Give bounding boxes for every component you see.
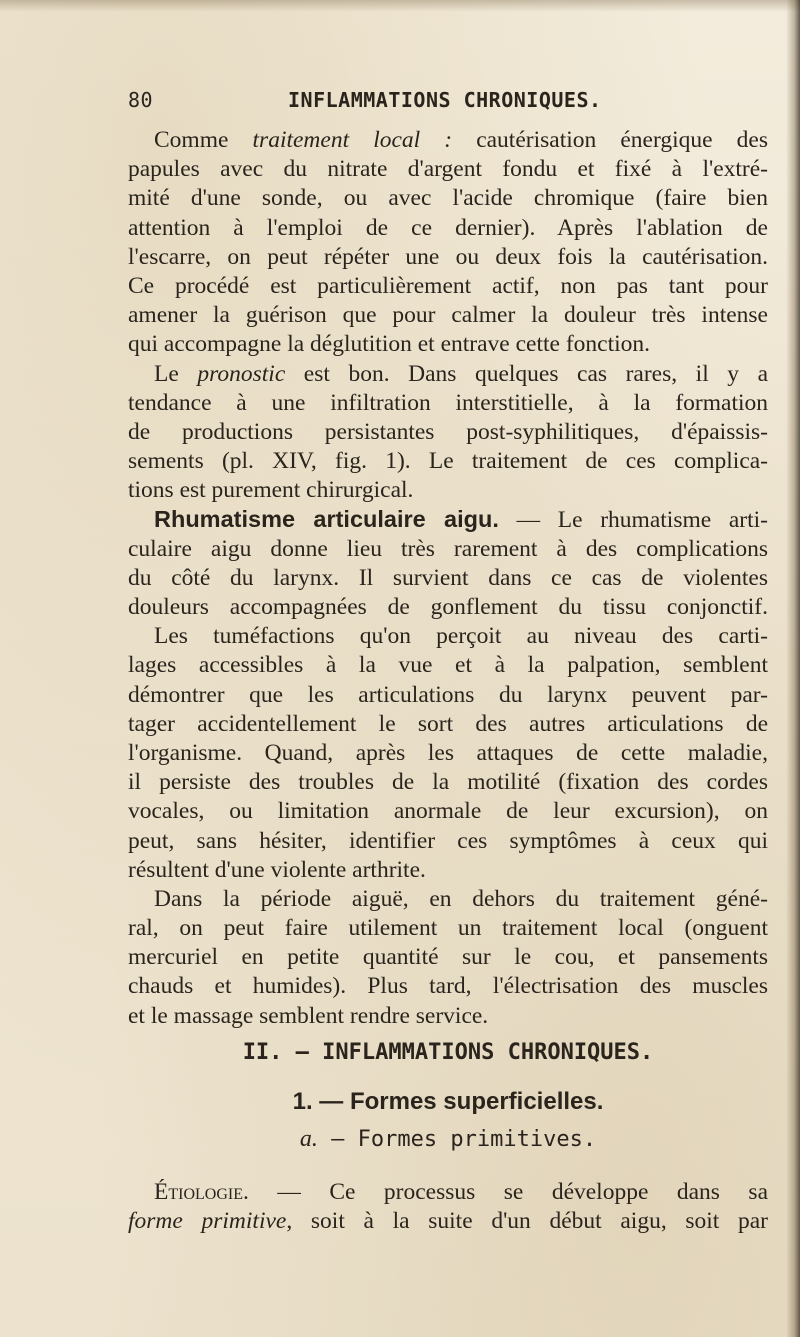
text-line: et le massage semblent rendre service. — [128, 1002, 489, 1029]
sub-subsection-heading — [128, 1126, 768, 1153]
text-line: qui accompagne la déglutition et entrave cette fonction. — [128, 331, 651, 358]
smallcaps-run: Étiologie. — [154, 1179, 249, 1205]
page-top-shadow — [0, 0, 800, 12]
text-run: — Le rhumatisme arti- — [498, 507, 768, 534]
text-line: de productions persistantes post-syphilitiques, d'épaissis- — [128, 418, 768, 445]
text-run: cautérisation énergique des — [452, 127, 768, 153]
italic-term: pronostic — [197, 360, 286, 387]
text-line: douleurs accompagnées de gonflement du tissu conjonctif. — [128, 594, 768, 620]
subsection-heading: 1. — Formes superficielles. — [292, 1088, 604, 1115]
italic-term: traitement local : — [252, 127, 453, 153]
text-line: du côté du larynx. Il survient dans ce cas de violentes — [128, 564, 768, 591]
text-line — [128, 1207, 768, 1236]
text-line: tions est purement chirurgical. — [128, 477, 414, 504]
text-line: amener la guérison que pour calmer la douleur très intense — [128, 302, 768, 329]
text-line — [128, 126, 768, 155]
text-line: l'escarre, on peut répéter une ou deux fois la cautérisation. — [128, 243, 768, 270]
text-line — [128, 360, 768, 389]
page-number: 80 — [128, 88, 154, 112]
text-line: tager accidentellement le sort des autres articulations de — [128, 710, 768, 737]
text-line: l'organisme. Quand, après les attaques de cette maladie, — [128, 739, 768, 766]
text-line: Les tuméfactions qu'on perçoit au niveau des carti- — [154, 623, 768, 650]
text-line: ral, on peut faire utilement un traitement local (onguent — [128, 915, 768, 942]
body-text — [128, 126, 768, 1031]
bold-heading-run: Rhumatisme articulaire aigu. — [154, 506, 499, 533]
text-line: vocales, ou limitation anormale de leur excursion), on — [128, 798, 768, 825]
text-line: Ce procédé est particulièrement actif, non pas tant pour — [128, 272, 768, 299]
text-line: sements (pl. XIV, fig. 1). Le traitement de ces complica- — [128, 448, 768, 475]
text-line: tendance à une infiltration interstitielle, à la formation — [128, 389, 768, 416]
page-edge-shadow — [786, 0, 800, 1337]
text-run: — Ce processus se développe dans sa — [248, 1179, 768, 1205]
text-line: lages accessibles à la vue et à la palpation, semblent — [128, 652, 768, 679]
text-run: Le — [154, 360, 198, 387]
text-line: démontrer que les articulations du larynx peuvent par- — [128, 681, 768, 708]
text-line: mité d'une sonde, ou avec l'acide chromique (faire bien — [128, 185, 768, 212]
section-heading: II. — INFLAMMATIONS CHRONIQUES. — [242, 1040, 654, 1065]
text-run: est bon. Dans quelques cas rares, il y a — [285, 360, 768, 387]
text-line: résultent d'une violente arthrite. — [128, 856, 426, 883]
text-run: , soit à la suite d'un début aigu, soit par — [286, 1208, 768, 1235]
text-line: culaire aigu donne lieu très rarement à des complications — [128, 535, 768, 562]
text-line: attention à l'emploi de ce dernier). Après l'ablation de — [128, 214, 768, 241]
running-head: INFLAMMATIONS CHRONIQUES. — [288, 88, 602, 112]
text-line: chauds et humides). Plus tard, l'électrisation des muscles — [128, 973, 768, 1000]
text-line: Dans la période aiguë, en dehors du traitement géné- — [154, 885, 768, 912]
sub-letter: a. — [299, 1126, 318, 1152]
text-line — [128, 505, 768, 534]
text-line: peut, sans hésiter, identifier ces symptômes à ceux qui — [128, 827, 768, 854]
italic-term: forme primitive — [128, 1208, 287, 1235]
page-header — [128, 88, 768, 114]
text-line: mercuriel en petite quantité sur le cou, et pansements — [128, 944, 768, 971]
text-run: Comme — [154, 127, 253, 153]
text-line: papules avec du nitrate d'argent fondu et fixé à l'extré- — [128, 156, 768, 183]
sub-title: — Formes primitives. — [317, 1127, 597, 1152]
text-line — [128, 1178, 768, 1207]
text-line: il persiste des troubles de la motilité (fixation des cordes — [128, 769, 768, 796]
body-text-continued — [128, 1178, 768, 1236]
